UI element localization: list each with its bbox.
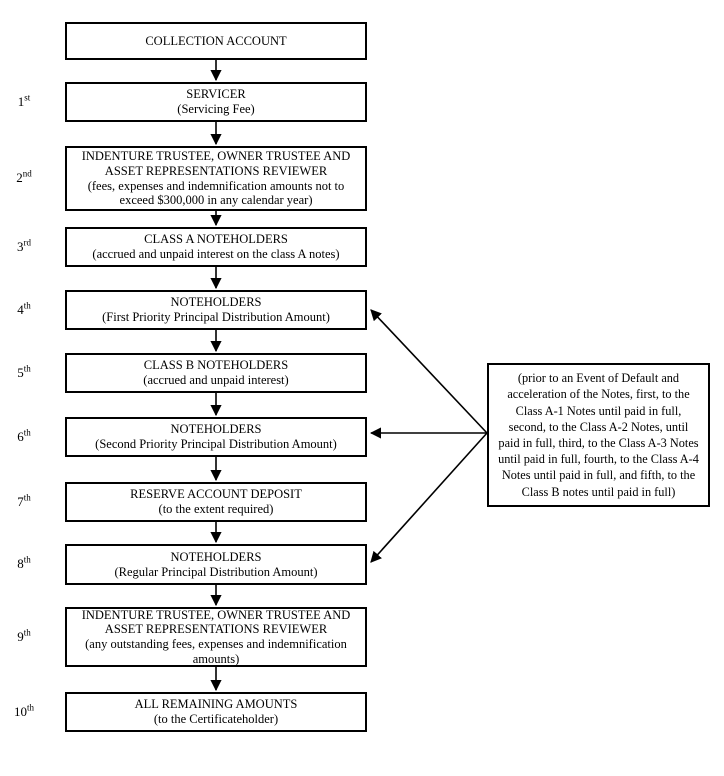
node-title: NOTEHOLDERS	[170, 422, 262, 437]
node-indenture-trustee-outstanding-fees	[65, 607, 367, 667]
node-class-b-noteholders	[65, 353, 367, 393]
node-subtitle: (fees, expenses and indemnification amounts not to exceed $300,000 in any calendar year)	[87, 178, 345, 208]
side-note-text: (prior to an Event of Default and acceleration of the Notes, first, to the Class A-1 Notes until paid in full, second, to the Class A-2 Notes, until paid in full, third, to the Class A-3 Notes until paid in full, fourth, to the Class A-4 Notes until paid in full, and fifth, to the Class B notes until paid in full)	[498, 371, 699, 499]
ordinal-label-3rd: 3rd	[17, 237, 31, 254]
ordinal-label-8th: 8th	[17, 554, 31, 571]
node-title: NOTEHOLDERS	[170, 549, 262, 564]
side-note-pointer-arrows	[371, 310, 487, 562]
node-reserve-account-deposit	[65, 482, 367, 522]
node-indenture-trustee-capped-fees	[65, 146, 367, 211]
node-title: RESERVE ACCOUNT DEPOSIT	[130, 487, 302, 502]
ordinal-label-6th: 6th	[17, 427, 31, 444]
node-title: CLASS B NOTEHOLDERS	[143, 358, 289, 373]
node-title: INDENTURE TRUSTEE, OWNER TRUSTEE AND ASSET REPRESENTATIONS REVIEWER	[81, 149, 351, 178]
node-subtitle: (accrued and unpaid interest)	[143, 373, 289, 387]
node-subtitle: (Second Priority Principal Distribution Amount)	[95, 437, 337, 451]
node-subtitle: (Regular Principal Distribution Amount)	[114, 564, 318, 579]
ordinal-label-4th: 4th	[17, 300, 31, 317]
node-collection-account	[65, 22, 367, 60]
node-title: COLLECTION ACCOUNT	[145, 33, 287, 48]
node-title: INDENTURE TRUSTEE, OWNER TRUSTEE AND ASSET REPRESENTATIONS REVIEWER	[81, 607, 351, 637]
side-note-box	[487, 363, 710, 507]
ordinal-label-7th: 7th	[17, 492, 31, 509]
node-title: ALL REMAINING AMOUNTS	[134, 697, 298, 712]
node-servicer	[65, 82, 367, 122]
node-noteholders-second-priority	[65, 417, 367, 457]
node-noteholders-first-priority	[65, 290, 367, 330]
node-subtitle: (any outstanding fees, expenses and indemnification amounts)	[85, 637, 347, 666]
ordinal-label-9th: 9th	[17, 627, 31, 644]
node-subtitle: (accrued and unpaid interest on the class A notes)	[92, 247, 340, 261]
ordinal-label-10th: 10th	[13, 702, 34, 719]
node-title: SERVICER	[186, 87, 246, 102]
node-title: NOTEHOLDERS	[170, 295, 262, 310]
node-subtitle: (to the Certificateholder)	[153, 712, 279, 726]
node-subtitle: (First Priority Principal Distribution Amount)	[102, 310, 330, 324]
node-subtitle: (to the extent required)	[158, 502, 274, 516]
node-noteholders-regular	[65, 544, 367, 585]
node-title: CLASS A NOTEHOLDERS	[144, 232, 288, 247]
node-subtitle: (Servicing Fee)	[177, 102, 255, 116]
node-all-remaining-amounts	[65, 692, 367, 732]
ordinal-label-2nd: 2nd	[16, 168, 32, 185]
node-class-a-noteholders	[65, 227, 367, 267]
ordinal-label-1st: 1st	[17, 92, 31, 109]
ordinal-label-5th: 5th	[17, 363, 31, 380]
